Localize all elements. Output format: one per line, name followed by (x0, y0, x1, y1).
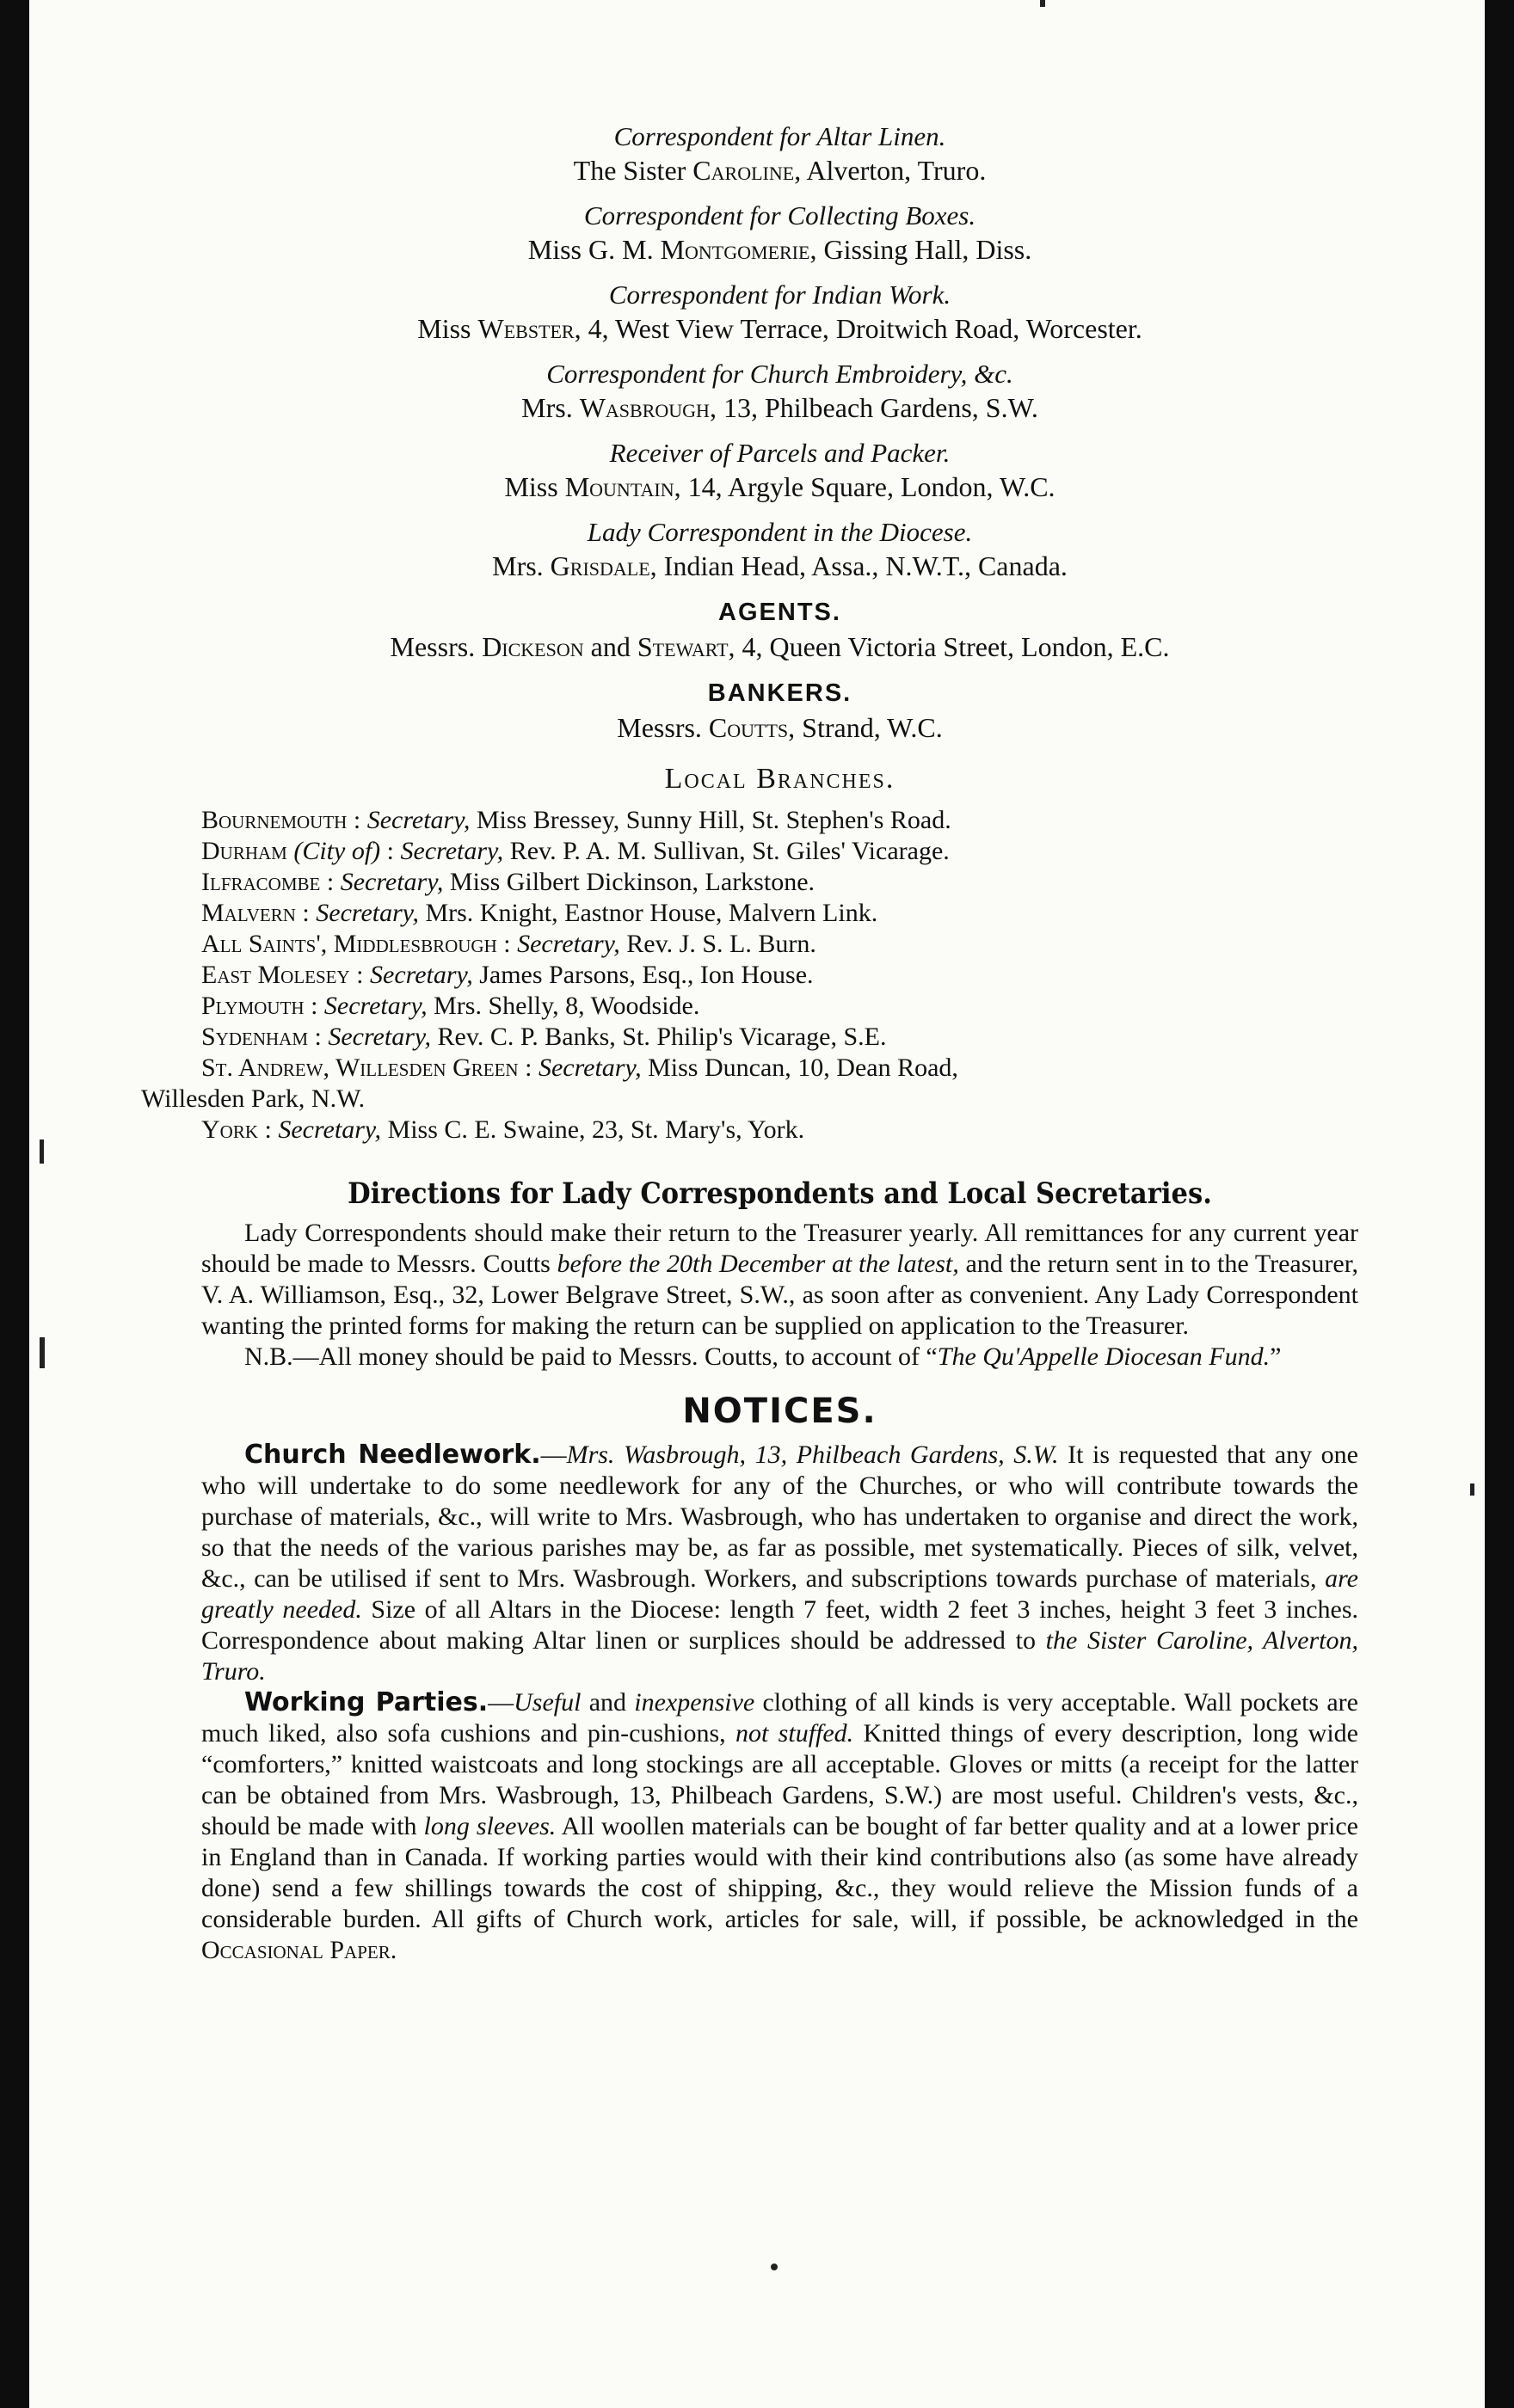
correspondent-name: Mrs. Grisdale, Indian Head, Assa., N.W.T., Canada. (492, 550, 1068, 581)
correspondent-name: Mrs. Wasbrough, 13, Philbeach Gardens, S.W. (521, 392, 1038, 423)
correspondent-role: Lady Correspondent in the Diocese. (587, 517, 973, 547)
correspondent-name: The Sister Caroline, Alverton, Truro. (573, 155, 987, 186)
correspondent-name: Miss Mountain, 14, Argyle Square, London, W.C. (504, 471, 1055, 502)
agents-heading: AGENTS. (718, 599, 841, 626)
correspondent-role: Receiver of Parcels and Packer. (609, 438, 951, 468)
bankers-heading: BANKERS. (707, 679, 852, 707)
document-page (29, 0, 1485, 2408)
branch-item: St. Andrew, Willesden Green : Secretary, Miss Duncan, 10, Dean Road, (201, 1054, 958, 1082)
branch-item: East Molesey : Secretary, James Parsons, Esq., Ion House. (201, 961, 814, 989)
page-content (141, 120, 1358, 1966)
correspondent-collecting-boxes (201, 200, 1358, 267)
branch-item: York : Secretary, Miss C. E. Swaine, 23, St. Mary's, York. (201, 1115, 805, 1144)
correspondent-role: Correspondent for Indian Work. (608, 280, 951, 310)
notices-heading: NOTICES. (682, 1391, 877, 1431)
directions-note: N.B.—All money should be paid to Messrs. Coutts, to account of “The Qu'Appelle Diocesan Fund.” (244, 1342, 1282, 1371)
branch-continuation: Willesden Park, N.W. (141, 1084, 366, 1113)
branch-item: Sydenham : Secretary, Rev. C. P. Banks, St. Philip's Vicarage, S.E. (201, 1023, 887, 1051)
book-spine-left (0, 0, 29, 2408)
correspondent-parcels (201, 437, 1358, 504)
notice-church-needlework: Church Needlework.—Mrs. Wasbrough, 13, Philbeach Gardens, S.W. It is requested that any one who will undertake to do some needlework for any of the Churches, or who will contribute towards the purchase of materials, &c., will write to Mrs. Wasbrough, who has undertaken to organise and direct the work, so that the needs of the various parishes may be, as far as possible, met systematically. Pieces of silk, velvet, &c., can be utilised if sent to Mrs. Wasbrough. Workers, and subscriptions towards purchase of materials, are greatly needed. Size of all Altars in the Diocese: length 7 feet, width 2 feet 3 inches, height 3 feet 3 inches. Correspondence about making Altar linen or surplices should be addressed to the Sister Caroline, Alverton, Truro. (201, 1440, 1358, 1686)
notice-working-parties: Working Parties.—Useful and inexpensive clothing of all kinds is very acceptable. Wall pockets are much liked, also sofa cushions and pin-cushions, not stuffed. Knitted things of every description, long wide “comforters,” knitted waistcoats and long stockings are all acceptable. Gloves or mitts (a receipt for the latter can be obtained from Mrs. Wasbrough, 13, Philbeach Gardens, S.W.) are most useful. Children's vests, &c., should be made with long sleeves. All woollen materials can be bought of far better quality and at a lower price in England than in Canada. If working parties would with their kind contributions also (as some have already done) send a few shillings towards the cost of shipping, &c., they would relieve the Mission funds of a considerable burden. All gifts of Church work, articles for sale, will, if possible, be acknowledged in the Occasional Paper. (201, 1687, 1358, 1964)
scan-mark-right (1470, 1484, 1474, 1496)
book-spine-right (1485, 0, 1514, 2408)
correspondent-role: Correspondent for Church Embroidery, &c. (546, 359, 1013, 389)
bankers-line: Messrs. Coutts, Strand, W.C. (617, 712, 943, 743)
local-branches-heading: Local Branches. (664, 763, 895, 795)
correspondent-church-embroidery (201, 358, 1358, 425)
directions-paragraph: Lady Correspondents should make their return to the Treasurer yearly. All remittances for any current year should be made to Messrs. Coutts before the 20th December at the latest, and the return sent in to the Treasurer, V. A. Williamson, Esq., 32, Lower Belgrave Street, S.W., as soon after as convenient. Any Lady Correspondent wanting the printed forms for making the return can be supplied on application to the Treasurer. (201, 1219, 1358, 1340)
scan-mark-left-2 (40, 1337, 45, 1368)
correspondent-altar-linen (201, 120, 1358, 187)
correspondent-role: Correspondent for Altar Linen. (613, 121, 946, 151)
branch-item: Malvern : Secretary, Mrs. Knight, Eastnor House, Malvern Link. (201, 899, 878, 927)
branch-item: Plymouth : Secretary, Mrs. Shelly, 8, Woodside. (201, 992, 700, 1020)
scan-mark-bottom (771, 2264, 778, 2270)
branch-item: Bournemouth : Secretary, Miss Bressey, Sunny Hill, St. Stephen's Road. (201, 806, 951, 834)
correspondent-diocese (201, 516, 1358, 583)
correspondent-name: Miss Webster, 4, West View Terrace, Droitwich Road, Worcester. (417, 313, 1142, 344)
branches-list (117, 805, 1358, 1146)
branch-item: Ilfracombe : Secretary, Miss Gilbert Dickinson, Larkstone. (201, 868, 815, 896)
agents-line: Messrs. Dickeson and Stewart, 4, Queen Victoria Street, London, E.C. (390, 631, 1170, 662)
correspondent-indian-work (201, 279, 1358, 346)
branch-item: Durham (City of) : Secretary, Rev. P. A. M. Sullivan, St. Giles' Vicarage. (201, 837, 950, 865)
correspondent-role: Correspondent for Collecting Boxes. (583, 200, 976, 230)
correspondent-name: Miss G. M. Montgomerie, Gissing Hall, Diss. (527, 234, 1032, 265)
branch-item: All Saints', Middlesbrough : Secretary, Rev. J. S. L. Burn. (201, 930, 816, 958)
correspondents-block (201, 120, 1358, 798)
scan-mark-left-1 (40, 1140, 44, 1164)
directions-heading: Directions for Lady Correspondents and Local Secretaries. (348, 1176, 1212, 1211)
scan-mark-top (1040, 0, 1045, 7)
